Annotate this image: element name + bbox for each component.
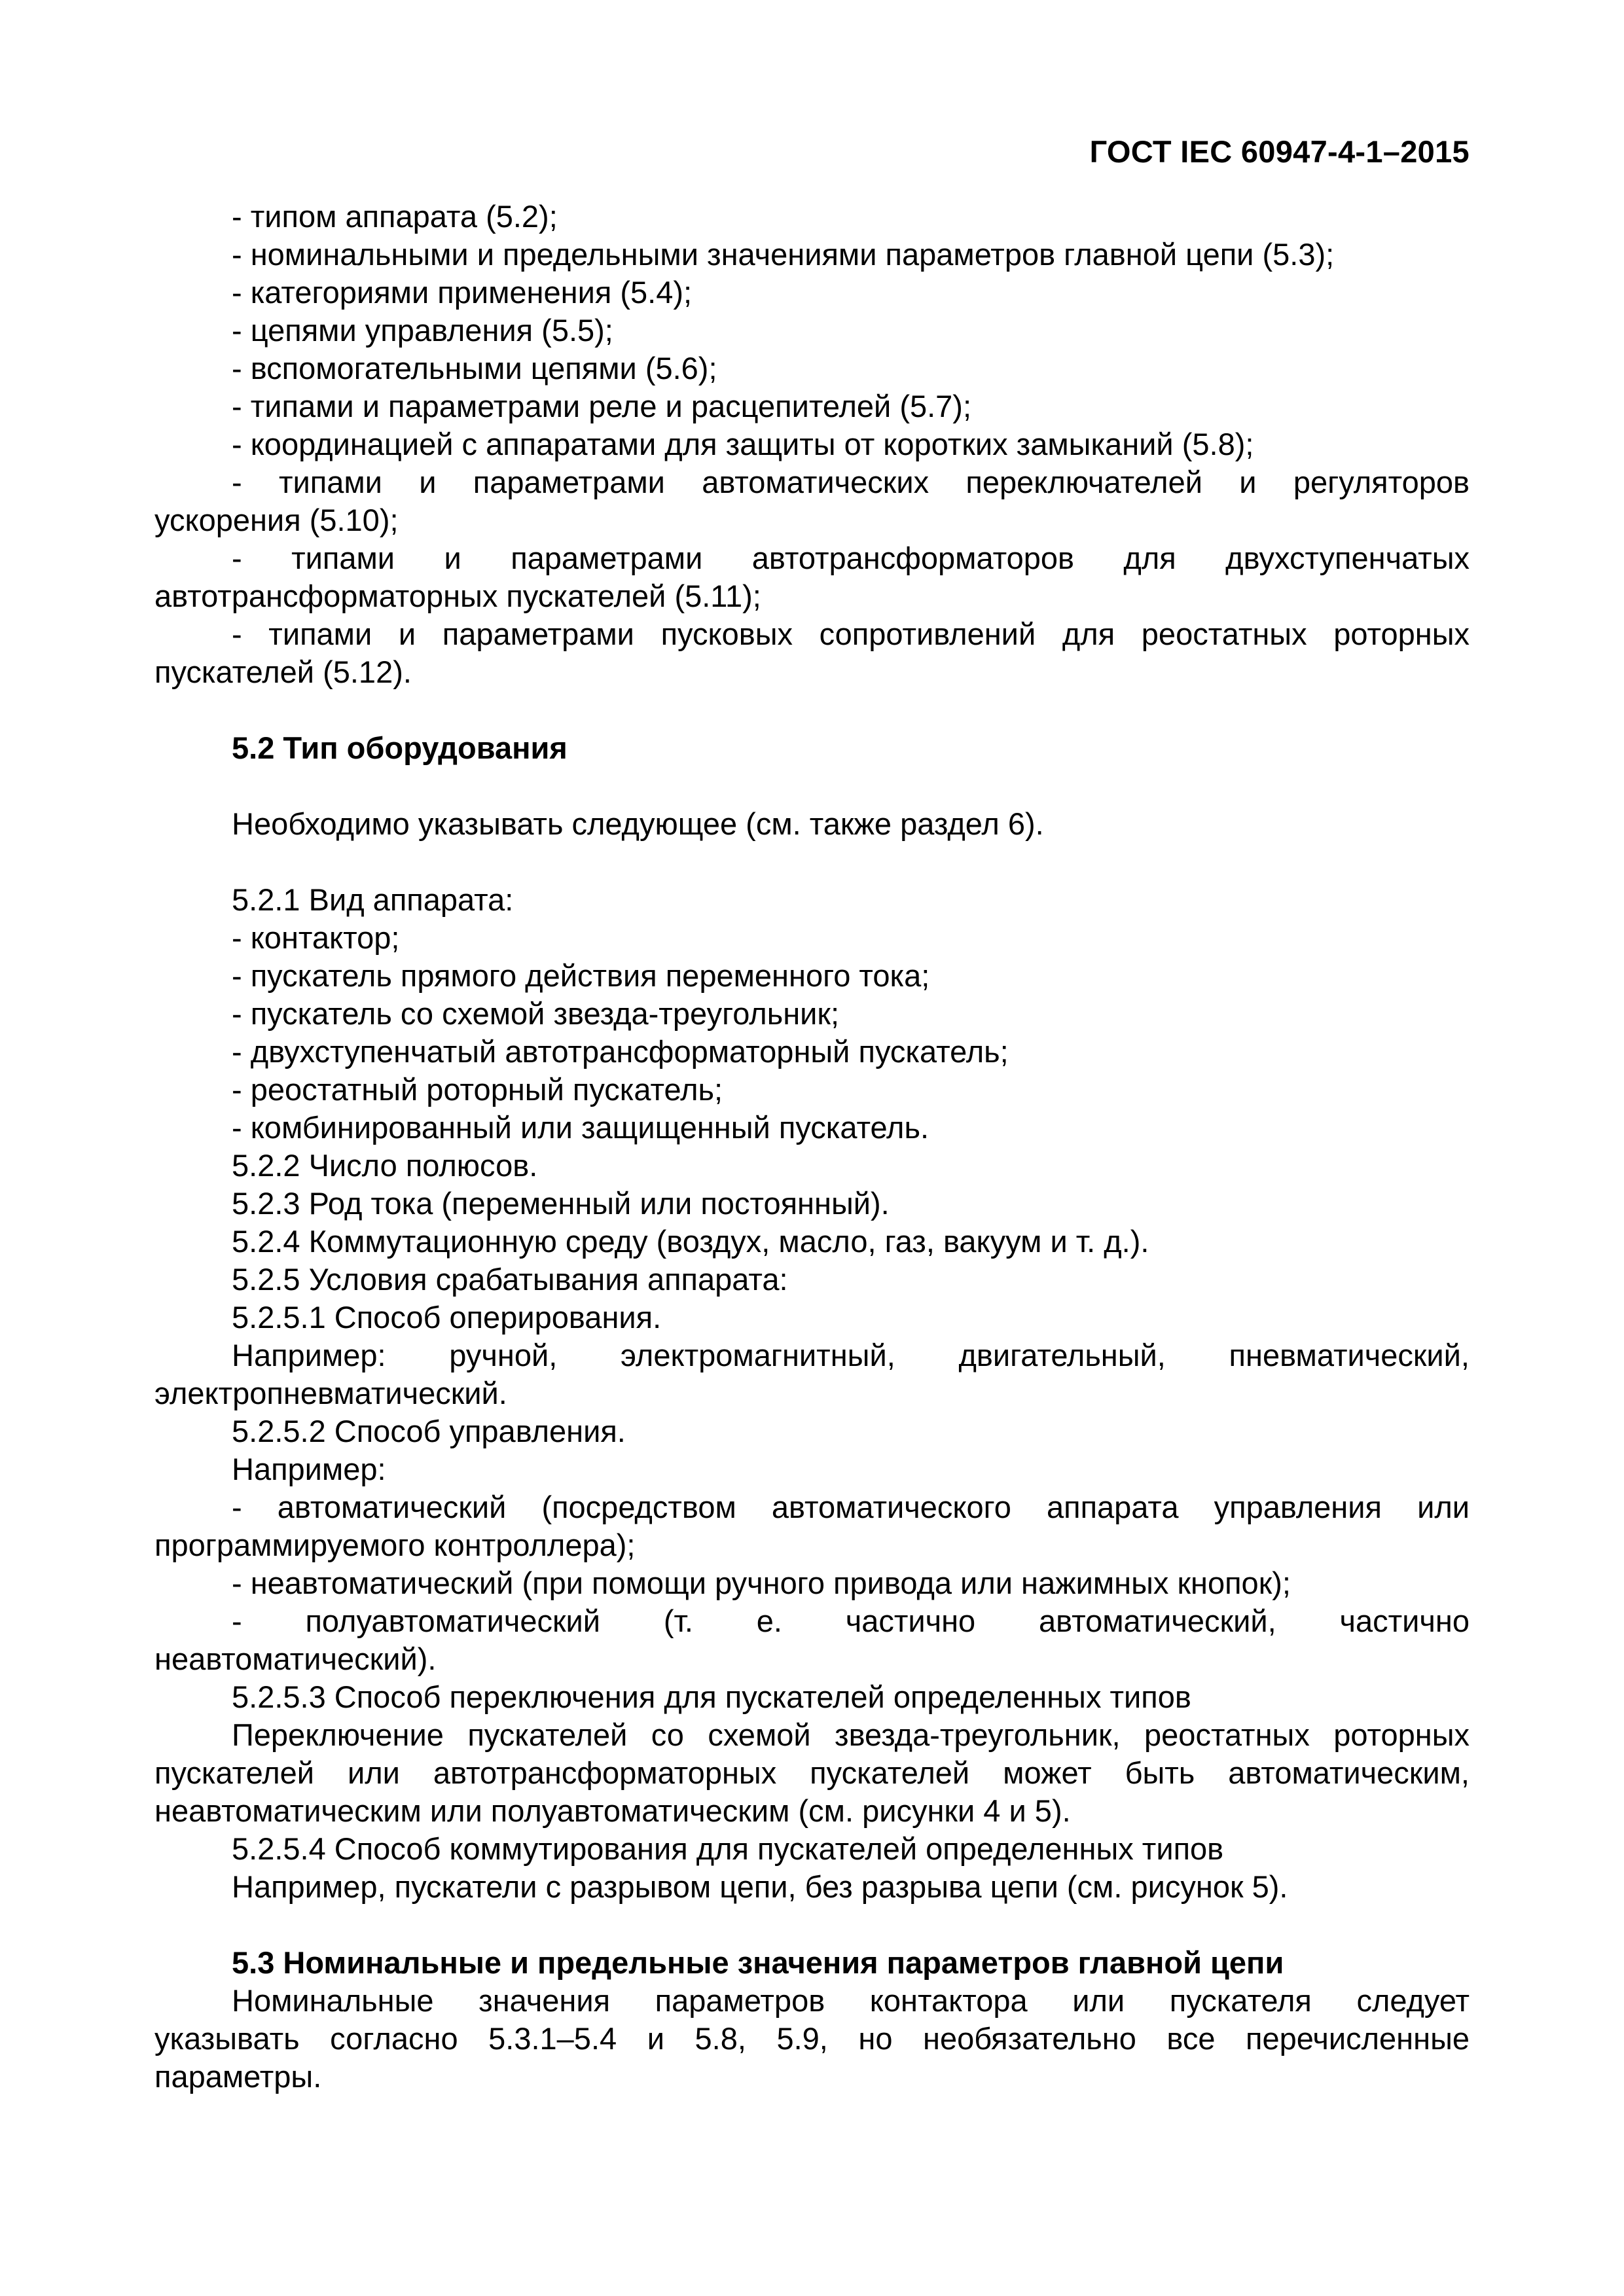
text-line: ускорения (5.10); xyxy=(154,503,399,537)
text-line: - цепями управления (5.5); xyxy=(232,313,613,348)
text-line: - двухступенчатый автотрансформаторный пускатель; xyxy=(232,1034,1009,1069)
text-line: - координацией с аппаратами для защиты от коротких замыканий (5.8); xyxy=(232,427,1254,461)
text-line: 5.2.5.2 Способ управления. xyxy=(232,1414,626,1448)
text-line: - номинальными и предельными значениями параметров главной цепи (5.3); xyxy=(232,237,1335,272)
document-body xyxy=(154,198,1470,2096)
text-line: - типами и параметрами реле и расцепителей (5.7); xyxy=(232,389,972,423)
text-line: 5.2.4 Коммутационную среду (воздух, масло, газ, вакуум и т. д.). xyxy=(232,1224,1149,1259)
text-line: 5.2.5 Условия срабатывания аппарата: xyxy=(232,1262,788,1297)
blank-line xyxy=(154,767,1470,805)
text-line: пускателей или автотрансформаторных пускателей может быть автоматическим, xyxy=(154,1755,1470,1790)
text-line: - полуавтоматический (т. е. частично автоматический, частично xyxy=(232,1604,1470,1638)
text-line: 5.2.2 Число полюсов. xyxy=(232,1148,538,1183)
blank-line xyxy=(154,691,1470,729)
text-line: автотрансформаторных пускателей (5.11); xyxy=(154,579,761,613)
text-line: Необходимо указывать следующее (см. также раздел 6). xyxy=(232,806,1044,841)
text-line: параметры. xyxy=(154,2059,322,2094)
text-line: программируемого контроллера); xyxy=(154,1528,636,1562)
text-line: - пускатель со схемой звезда-треугольник; xyxy=(232,996,840,1031)
text-line: - типами и параметрами пусковых сопротивлений для реостатных роторных xyxy=(232,617,1470,651)
text-line: неавтоматический). xyxy=(154,1641,437,1676)
text-line: - контактор; xyxy=(232,920,400,955)
standard-code: ГОСТ IEC 60947-4-1–2015 xyxy=(1089,134,1470,169)
text-line: - категориями применения (5.4); xyxy=(232,275,693,310)
text-line: - автоматический (посредством автоматического аппарата управления или xyxy=(232,1490,1470,1524)
text-line: Переключение пускателей со схемой звезда-треугольник, реостатных роторных xyxy=(232,1717,1470,1752)
text-line: 5.2.3 Род тока (переменный или постоянный). xyxy=(232,1186,890,1221)
text-line: - типами и параметрами автоматических переключателей и регуляторов xyxy=(232,465,1470,499)
section-heading: 5.3 Номинальные и предельные значения параметров главной цепи xyxy=(232,1945,1284,1980)
text-line: Например: xyxy=(232,1452,386,1486)
text-line: 5.2.1 Вид аппарата: xyxy=(232,882,514,917)
text-line: - комбинированный или защищенный пускатель. xyxy=(232,1110,929,1145)
text-line: Номинальные значения параметров контактора или пускателя следует xyxy=(232,1983,1470,2018)
text-line: - пускатель прямого действия переменного тока; xyxy=(232,958,930,993)
text-line: Например: ручной, электромагнитный, двигательный, пневматический, xyxy=(232,1338,1470,1372)
text-line: электропневматический. xyxy=(154,1376,507,1410)
text-line: - типом аппарата (5.2); xyxy=(232,199,558,234)
text-line: пускателей (5.12). xyxy=(154,655,412,689)
text-line: - вспомогательными цепями (5.6); xyxy=(232,351,717,386)
text-line: 5.2.5.1 Способ оперирования. xyxy=(232,1300,662,1335)
section-heading: 5.2 Тип оборудования xyxy=(232,730,568,765)
text-line: - неавтоматический (при помощи ручного привода или нажимных кнопок); xyxy=(232,1566,1291,1600)
text-line: неавтоматическим или полуавтоматическим (см. рисунки 4 и 5). xyxy=(154,1793,1071,1828)
blank-line xyxy=(154,843,1470,881)
blank-line xyxy=(154,1906,1470,1944)
text-line: - типами и параметрами автотрансформаторов для двухступенчатых xyxy=(232,541,1470,575)
text-line: 5.2.5.3 Способ переключения для пускателей определенных типов xyxy=(232,1679,1191,1714)
text-line: Например, пускатели с разрывом цепи, без разрыва цепи (см. рисунок 5). xyxy=(232,1869,1288,1904)
text-line: - реостатный роторный пускатель; xyxy=(232,1072,723,1107)
text-line: указывать согласно 5.3.1–5.4 и 5.8, 5.9, но необязательно все перечисленные xyxy=(154,2021,1470,2056)
text-line: 5.2.5.4 Способ коммутирования для пускателей определенных типов xyxy=(232,1831,1224,1866)
